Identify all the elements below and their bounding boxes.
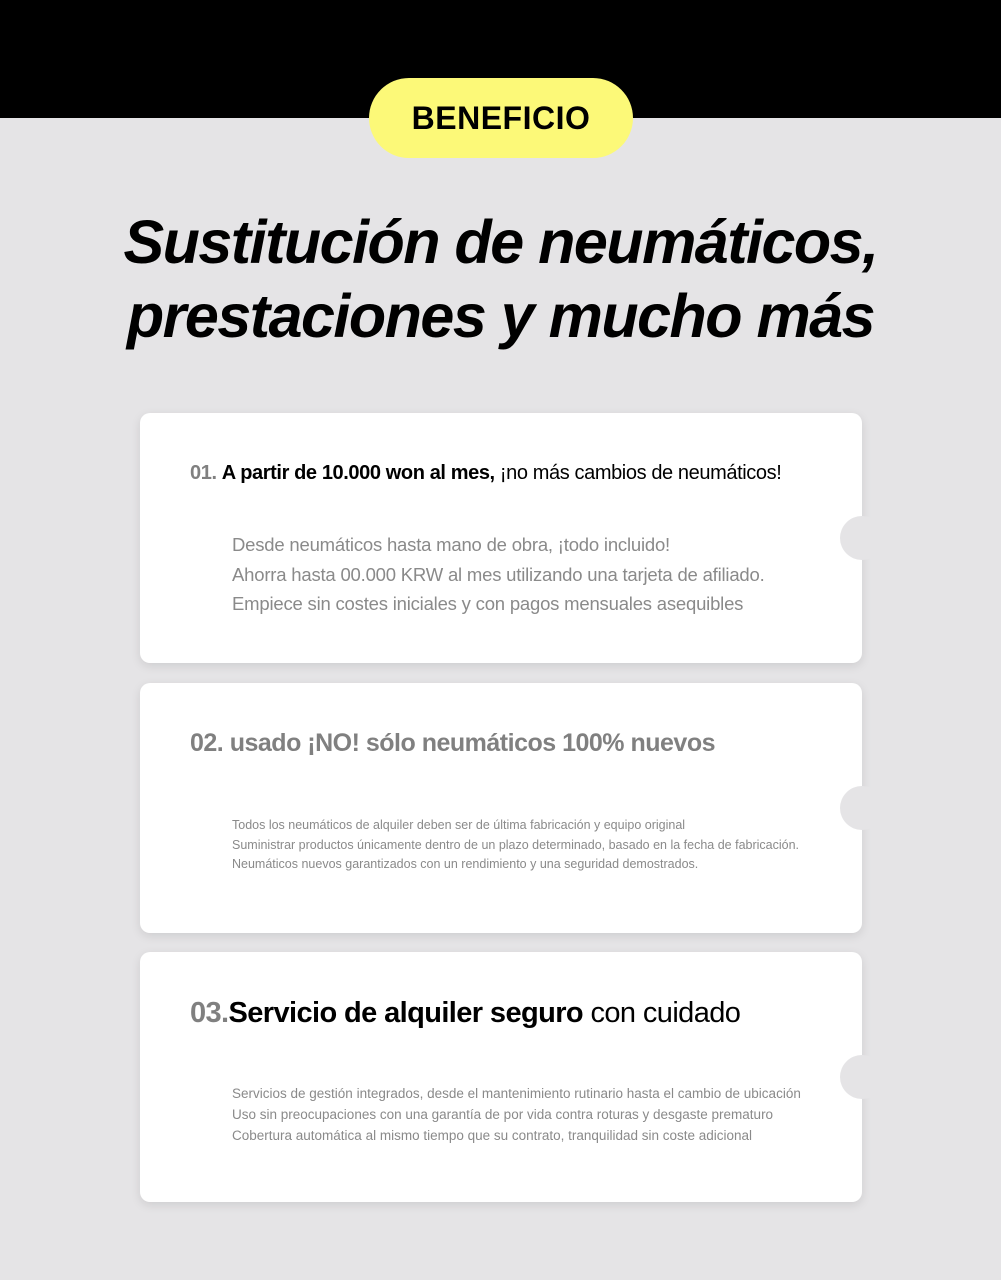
benefit-card-3 (140, 952, 862, 1202)
ticket-notch (840, 786, 884, 830)
benefit-description (232, 1083, 801, 1146)
ticket-notch (840, 1055, 884, 1099)
benefit-title-bold: A partir de 10.000 won al mes, (221, 462, 495, 484)
page-title-line-1: Sustitución de neumáticos, (123, 208, 878, 276)
page-title (0, 205, 1001, 353)
benefit-description (232, 816, 799, 875)
benefit-card-title (190, 462, 781, 485)
benefit-number: 01. (190, 462, 217, 484)
benefit-line: Neumáticos nuevos garantizados con un rendimiento y una seguridad demostrados. (232, 857, 699, 871)
benefit-card-2 (140, 683, 862, 933)
benefit-line: Ahorra hasta 00.000 KRW al mes utilizando una tarjeta de afiliado. (232, 563, 765, 585)
benefit-card-title (190, 729, 715, 758)
ticket-notch (840, 516, 884, 560)
benefit-card-1 (140, 413, 862, 663)
benefit-line: Todos los neumáticos de alquiler deben ser de última fabricación y equipo original (232, 818, 686, 832)
benefit-line: Cobertura automática al mismo tiempo que su contrato, tranquilidad sin coste adicional (232, 1128, 753, 1143)
benefit-line: Empiece sin costes iniciales y con pagos mensuales asequibles (232, 593, 744, 614)
benefit-line: Uso sin preocupaciones con una garantía de por vida contra roturas y desgaste prematuro (232, 1107, 774, 1122)
beneficio-badge: BENEFICIO (369, 78, 633, 158)
page-title-line-2: prestaciones y mucho más (126, 282, 875, 350)
benefit-title-rest: ¡no más cambios de neumáticos! (499, 462, 782, 484)
benefit-description (232, 530, 765, 619)
benefit-title: usado ¡NO! sólo neumáticos 100% nuevos (229, 729, 716, 757)
benefit-line: Suministrar productos únicamente dentro de un plazo determinado, basado en la fecha de fabricación. (232, 837, 800, 852)
benefit-line: Desde neumáticos hasta mano de obra, ¡todo incluido! (232, 534, 670, 555)
benefit-card-title (190, 997, 740, 1030)
benefit-number: 02. (190, 729, 224, 757)
benefit-line: Servicios de gestión integrados, desde el mantenimiento rutinario hasta el cambio de ubicación (232, 1086, 801, 1101)
benefit-title-rest: con cuidado (590, 997, 741, 1029)
benefit-number: 03. (190, 997, 229, 1029)
benefit-title-bold: Servicio de alquiler seguro (228, 997, 584, 1029)
